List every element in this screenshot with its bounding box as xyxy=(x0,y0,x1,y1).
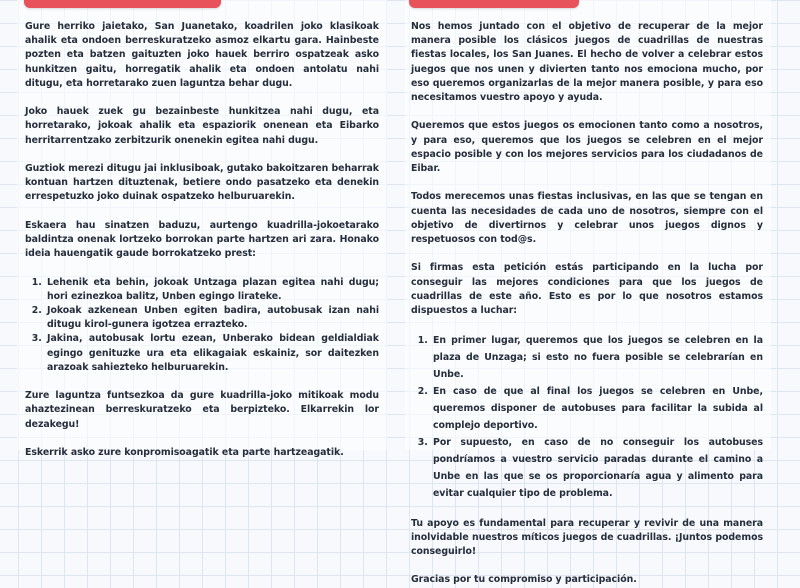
basque-demand-1: 1. Lehenik eta behin, jokoak Untzaga plazan egitea nahi dugu; hori ezinezkoa balitz, Unben egingo lirateke. xyxy=(45,276,379,304)
basque-text-card xyxy=(17,0,387,458)
spanish-demand-2: 2. En caso de que al final los juegos se celebren en Unbe, queremos disponer de autobuses para facilitar la subida al complejo deportivo. xyxy=(431,383,763,434)
spanish-closing-2: Gracias por tu compromiso y participación. xyxy=(411,574,637,586)
spanish-closing-1: Tu apoyo es fundamental para recuperar y revivir de una manera inolvidable nuestros míticos juegos de cuadrillas. ¡Juntos podemos conseguirlo! xyxy=(411,517,763,557)
spanish-demand-3: 3. Por supuesto, en caso de no conseguir los autobuses pondríamos a vuestro servicio paradas durante el camino a Unbe en las que se os proporcionaría agua y alimento para evitar cualquier tipo de problema. xyxy=(431,434,763,502)
spanish-paragraph-2: Queremos que estos juegos os emocionen tanto como a nosotros, y para eso, queremos que los juegos se celebren en el mejor espacio posible y con los mejores servicios para los ciudadanos de Eibar. xyxy=(411,120,763,175)
basque-paragraph-3: Guztiok merezi ditugu jai inklusiboak, gutako bakoitzaren beharrak kontuan hartzen dituztenak, betiere ondo pasatzeko eta denekin errespetuzko joko duinak ospatzeko helburuarekin. xyxy=(25,163,379,203)
basque-closing-2: Eskerrik asko zure konpromisoagatik eta parte hartzeagatik. xyxy=(25,447,344,458)
spanish-body xyxy=(411,20,763,588)
basque-demands-list xyxy=(25,276,379,375)
spanish-header-badge xyxy=(409,0,579,8)
basque-demand-3: 3. Jakina, autobusak lortu ezean, Unberako bidean geldialdiak egingo genituzke ura eta elikagaiak eskainiz, sor daitezken arazoak sahiezteko helburuarekin. xyxy=(45,332,379,375)
basque-paragraph-4: Eskaera hau sinatzen baduzu, aurtengo kuadrilla-jokoetarako baldintza onenak lortzeko borrokan parte hartzen ari zara. Honako ideia hauengatik gaude borrokatzeko prest: xyxy=(25,219,379,260)
spanish-paragraph-4: Si firmas esta petición estás participando en la lucha por conseguir las mejores condiciones para que los juegos de cuadrillas de este año. Esto es por lo que nosotros estamos dispuestos a luchar: xyxy=(411,262,763,317)
basque-paragraph-2: Joko hauek zuek gu bezainbeste hunkitzea nahi dugu, eta horretarako, jokoak ahalik eta espaziorik onenean eta Eibarko herritarrentzako zerbitzurik onenekin egitea nahi dugu. xyxy=(25,106,379,146)
spanish-paragraph-3: Todos merecemos unas fiestas inclusivas, en las que se tengan en cuenta las necesidades de cada uno de nosotros, siempre con el objetivo de divertirnos y celebrar unos juegos dignos y respetuosos con tod@s. xyxy=(411,191,763,246)
basque-paragraph-1: Gure herriko jaietako, San Juanetako, koadrilen joko klasikoak ahalik eta ondoen berreskuratzeko asmoz elkartu gara. Hainbeste pozten eta batzen gaituzten joko hauek berriro ospatzeak asko hunkitzen gaitu, horregatik ahalik eta ondoen antolatu nahi ditugu, eta horretarako zuen laguntza behar dugu. xyxy=(25,21,379,89)
basque-closing-1: Zure laguntza funtsezkoa da gure kuadrilla-joko mitikoak modu ahaztezinean berreskuratzeko eta berpizteko. Elkarrekin lor dezakegu! xyxy=(25,390,379,430)
spanish-demand-1: 1. En primer lugar, queremos que los juegos se celebren en la plaza de Unzaga; si esto no fuera posible se celebrarían en Unbe. xyxy=(431,332,763,383)
basque-body xyxy=(21,20,379,460)
spanish-text-card xyxy=(405,0,771,586)
basque-header-badge xyxy=(24,0,221,8)
spanish-paragraph-1: Nos hemos juntado con el objetivo de recuperar de la mejor manera posible los clásicos juegos de cuadrillas de nuestras fiestas locales, los San Juanes. El hecho de volver a celebrar estos juegos que nos unen y divierten tanto nos emociona mucho, por eso queremos organizarlas de la mejor manera posible, y para eso necesitamos vuestro apoyo y ayuda. xyxy=(411,21,763,104)
basque-demand-2: 2. Jokoak azkenean Unben egiten badira, autobusak izan nahi ditugu kirol-gunera igotzea errazteko. xyxy=(45,304,379,332)
spanish-demands-list xyxy=(411,332,763,502)
